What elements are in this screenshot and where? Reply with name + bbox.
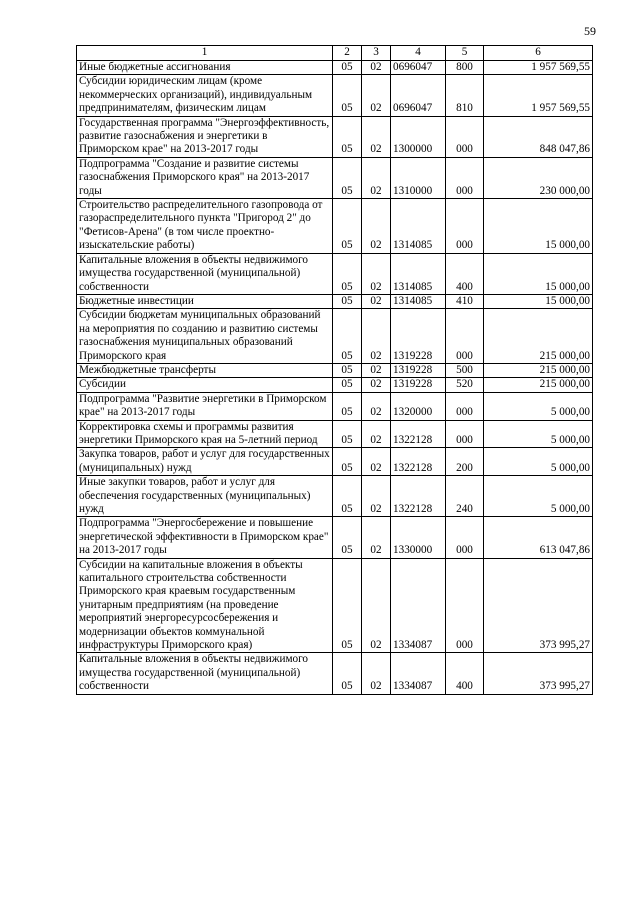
cell-subsection: 02 [362,420,391,448]
cell-amount: 15 000,00 [484,199,593,254]
table-row [77,448,593,476]
cell-expense-type: 810 [446,75,484,116]
cell-name: Субсидии бюджетам муниципальных образований на мероприятия по созданию и развитию системы газоснабжения муниципальных образований Приморского края [77,309,333,364]
table-body [77,61,593,695]
cell-section: 05 [333,653,362,694]
table-row [77,75,593,116]
cell-expense-type: 000 [446,199,484,254]
cell-target-code: 1322128 [391,476,446,517]
cell-section: 05 [333,378,362,392]
cell-expense-type: 000 [446,517,484,558]
table-row [77,157,593,198]
cell-name: Иные закупки товаров, работ и услуг для обеспечения государственных (муниципальных) нужд [77,476,333,517]
cell-expense-type: 520 [446,378,484,392]
cell-expense-type: 500 [446,363,484,377]
page-number: 59 [584,24,596,38]
cell-amount: 215 000,00 [484,378,593,392]
header-col-amount: 6 [484,46,593,61]
cell-section: 05 [333,392,362,420]
cell-section: 05 [333,448,362,476]
cell-subsection: 02 [362,157,391,198]
cell-name: Государственная программа "Энергоэффективность, развитие газоснабжения и энергетики в Приморском крае" на 2013-2017 годы [77,116,333,157]
cell-section: 05 [333,476,362,517]
cell-section: 05 [333,558,362,653]
cell-target-code: 1319228 [391,309,446,364]
cell-subsection: 02 [362,448,391,476]
cell-subsection: 02 [362,253,391,294]
cell-target-code: 1314085 [391,253,446,294]
cell-section: 05 [333,363,362,377]
table-row [77,309,593,364]
cell-subsection: 02 [362,378,391,392]
cell-name: Строительство распределительного газопровода от газораспределительного пункта "Пригород 2" до "Фетисов-Арена" (в том числе проектно-изыскательские работы) [77,199,333,254]
cell-target-code: 1320000 [391,392,446,420]
cell-section: 05 [333,61,362,75]
table-row [77,378,593,392]
cell-name: Межбюджетные трансферты [77,363,333,377]
cell-expense-type: 000 [446,309,484,364]
cell-subsection: 02 [362,476,391,517]
cell-subsection: 02 [362,294,391,308]
cell-section: 05 [333,420,362,448]
cell-expense-type: 000 [446,157,484,198]
cell-name: Капитальные вложения в объекты недвижимого имущества государственной (муниципальной) собственности [77,253,333,294]
cell-name: Субсидии [77,378,333,392]
cell-name: Субсидии юридическим лицам (кроме некоммерческих организаций), индивидуальным предпринимателям, физическим лицам [77,75,333,116]
cell-subsection: 02 [362,61,391,75]
cell-expense-type: 000 [446,558,484,653]
table-row [77,363,593,377]
table-row [77,517,593,558]
table-row [77,116,593,157]
cell-section: 05 [333,199,362,254]
cell-target-code: 0696047 [391,75,446,116]
cell-expense-type: 410 [446,294,484,308]
cell-subsection: 02 [362,558,391,653]
header-col-name: 1 [77,46,333,61]
cell-target-code: 1334087 [391,653,446,694]
cell-amount: 5 000,00 [484,392,593,420]
cell-section: 05 [333,309,362,364]
cell-amount: 15 000,00 [484,253,593,294]
cell-target-code: 1319228 [391,378,446,392]
cell-amount: 1 957 569,55 [484,75,593,116]
header-row [77,46,593,61]
cell-amount: 613 047,86 [484,517,593,558]
cell-subsection: 02 [362,199,391,254]
cell-name: Подпрограмма "Создание и развитие системы газоснабжения Приморского края" на 2013-2017 годы [77,157,333,198]
cell-name: Субсидии на капитальные вложения в объекты капитального строительства собственности Приморского края краевым государственным унитарным предприятиям (на проведение мероприятий энергоресурсосбережения и модернизации объектов коммунальной инфраструктуры Приморского края) [77,558,333,653]
cell-target-code: 1334087 [391,558,446,653]
cell-amount: 215 000,00 [484,309,593,364]
cell-subsection: 02 [362,363,391,377]
table-row [77,294,593,308]
header-col-section: 2 [333,46,362,61]
cell-section: 05 [333,157,362,198]
header-col-target-code: 4 [391,46,446,61]
cell-name: Бюджетные инвестиции [77,294,333,308]
cell-target-code: 1319228 [391,363,446,377]
table-row [77,476,593,517]
cell-name: Закупка товаров, работ и услуг для государственных (муниципальных) нужд [77,448,333,476]
budget-table [76,45,593,695]
cell-amount: 5 000,00 [484,448,593,476]
cell-expense-type: 400 [446,653,484,694]
cell-subsection: 02 [362,75,391,116]
cell-name: Капитальные вложения в объекты недвижимого имущества государственной (муниципальной) собственности [77,653,333,694]
cell-amount: 230 000,00 [484,157,593,198]
cell-expense-type: 200 [446,448,484,476]
cell-subsection: 02 [362,309,391,364]
cell-subsection: 02 [362,653,391,694]
cell-subsection: 02 [362,392,391,420]
cell-amount: 5 000,00 [484,420,593,448]
cell-expense-type: 000 [446,116,484,157]
cell-subsection: 02 [362,517,391,558]
cell-expense-type: 800 [446,61,484,75]
cell-target-code: 1300000 [391,116,446,157]
cell-expense-type: 000 [446,420,484,448]
cell-section: 05 [333,517,362,558]
cell-amount: 848 047,86 [484,116,593,157]
table-row [77,199,593,254]
table-row [77,253,593,294]
cell-name: Иные бюджетные ассигнования [77,61,333,75]
cell-target-code: 1310000 [391,157,446,198]
cell-expense-type: 400 [446,253,484,294]
cell-target-code: 1322128 [391,448,446,476]
cell-section: 05 [333,75,362,116]
cell-target-code: 1330000 [391,517,446,558]
cell-amount: 1 957 569,55 [484,61,593,75]
header-col-expense-type: 5 [446,46,484,61]
cell-expense-type: 000 [446,392,484,420]
table-row [77,653,593,694]
cell-amount: 373 995,27 [484,653,593,694]
cell-name: Подпрограмма "Энергосбережение и повышение энергетической эффективности в Приморском крае" на 2013-2017 годы [77,517,333,558]
cell-target-code: 0696047 [391,61,446,75]
table-row [77,558,593,653]
cell-target-code: 1314085 [391,199,446,254]
cell-name: Корректировка схемы и программы развития энергетики Приморского края на 5-летний период [77,420,333,448]
cell-section: 05 [333,253,362,294]
cell-amount: 15 000,00 [484,294,593,308]
cell-subsection: 02 [362,116,391,157]
cell-expense-type: 240 [446,476,484,517]
cell-amount: 373 995,27 [484,558,593,653]
cell-section: 05 [333,116,362,157]
cell-amount: 5 000,00 [484,476,593,517]
cell-target-code: 1322128 [391,420,446,448]
cell-name: Подпрограмма "Развитие энергетики в Приморском крае" на 2013-2017 годы [77,392,333,420]
cell-target-code: 1314085 [391,294,446,308]
header-col-subsection: 3 [362,46,391,61]
table-row [77,61,593,75]
table-row [77,392,593,420]
table-row [77,420,593,448]
cell-section: 05 [333,294,362,308]
cell-amount: 215 000,00 [484,363,593,377]
